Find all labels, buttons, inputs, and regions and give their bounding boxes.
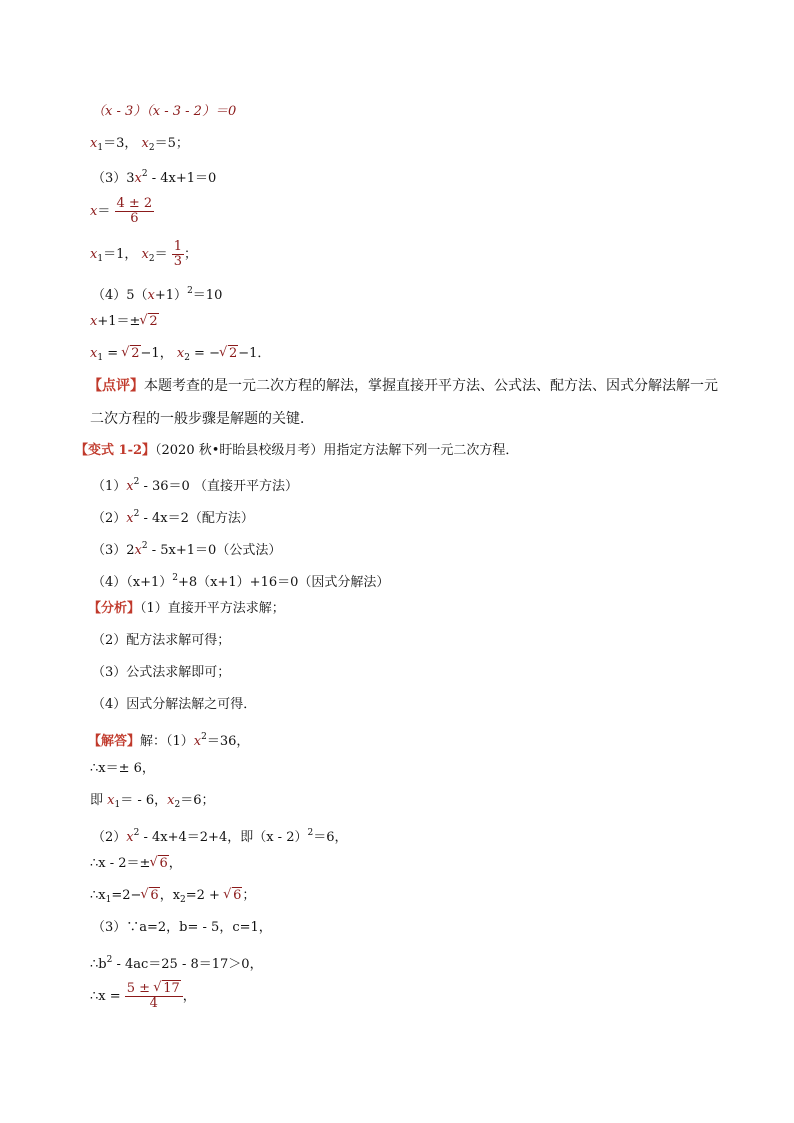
question-2: $(2)x^2 - 4x=2$（配方法）	[92, 509, 254, 526]
answer-7: （3）∵a=2，b= - 5，c=1，	[92, 920, 272, 935]
sqrt-step: x+1＝±√ 2	[90, 314, 159, 330]
variant-heading: 【变式 1-2】（2020 秋•盱眙县校级月考）用指定方法解下列一元二次方程．	[75, 443, 519, 458]
sqrt: √ 6	[150, 856, 168, 872]
fraction: $\frac{1}{3}$	[173, 239, 183, 269]
analysis-1: 【分析】（1）直接开平方法求解；	[88, 601, 285, 616]
comment-line-2: 二次方程的一般步骤是解题的关键．	[90, 411, 314, 427]
analysis-4: （4）因式分解法解之可得．	[92, 697, 257, 712]
problem-4-equation: $(4)5(x+1)^2=10$	[92, 286, 223, 303]
answer-3: 即 $x_1= - 6$，$x_2=6$；	[90, 793, 215, 810]
answer-9: ∴x = $\frac{5 \pm √ 17}{4}$ ，	[90, 982, 196, 1011]
answer-6: $\therefore x_1=2-√$ 6，$x_2=2$ + √ 6；	[90, 888, 255, 908]
sqrt: √ 17	[154, 982, 181, 996]
roots-line-2: $x_1=3$， $x_2=5$；	[90, 136, 189, 153]
sqrt: √ 2	[140, 314, 158, 330]
analysis-3: （3）公式法求解即可；	[92, 665, 231, 680]
question-3: $(3)2x^2 - 5x+1=0$（公式法）	[92, 541, 282, 558]
question-4: $(4)(x+1)^2+8(x+1)+16=0$（因式分解法）	[92, 573, 390, 590]
formula-line: x＝ $\frac{4 \pm 2}{6}$	[90, 196, 153, 226]
answer-4: $(2)x^2 - 4x+4=2+4$，即（x - 2）$^2$＝6，	[92, 828, 348, 845]
answer-2: ∴x＝± 6，	[90, 761, 155, 776]
analysis-2: （2）配方法求解可得；	[92, 633, 231, 648]
comment-line-1: 【点评】本题考查的是一元二次方程的解法，掌握直接开平方法、公式法、配方法、因式分解法解一元	[88, 378, 718, 394]
answer-8: $\therefore b^2 - 4ac=25 - 8=17>0$，	[90, 955, 263, 972]
sqrt: √ 2	[220, 346, 238, 362]
fraction: $\frac{4 \pm 2}{6}$	[116, 196, 153, 226]
sqrt: √ 6	[224, 888, 242, 904]
roots-line-4: $x_1$ = √ 2−1， $x_2$ = −√ 2−1．	[90, 346, 270, 366]
sqrt: √ 6	[141, 888, 159, 904]
question-1: $(1)x^2 - 36=0$ （直接开平方法）	[92, 477, 298, 494]
answer-1: 【解答】解：$(1)x^2=36$，	[88, 732, 250, 749]
step-factored: （x - 3）（x - 3 - 2）＝0	[92, 104, 237, 119]
fraction: $\frac{5 \pm √ 17}{4}$	[125, 982, 183, 1011]
sqrt: √ 2	[122, 346, 140, 362]
problem-3-equation: $(3)3x^2 - 4x+1=0$	[92, 169, 217, 186]
roots-line-3: $x_1=1$， $x_2=$ $\frac{1}{3}$ ；	[90, 239, 198, 269]
answer-5: ∴x - 2＝±√ 6，	[90, 856, 182, 872]
